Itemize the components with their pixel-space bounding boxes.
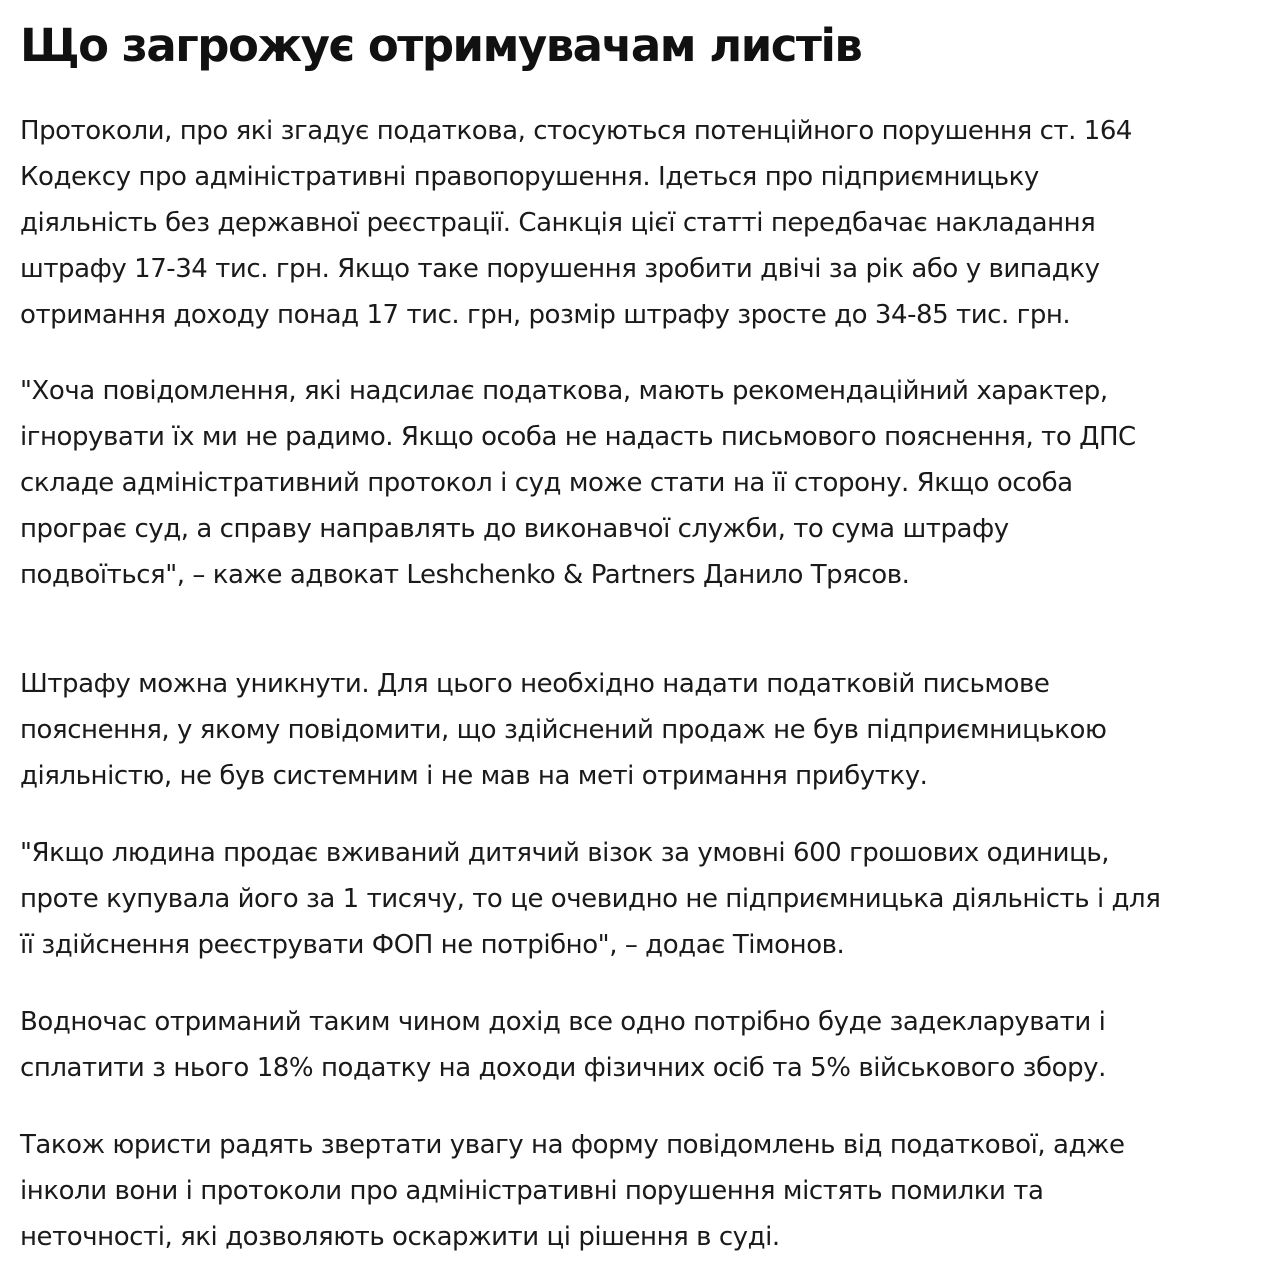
- paragraph-line: отримання доходу понад 17 тис. грн, розмір штрафу зросте до 34-85 тис. грн.: [20, 300, 1071, 330]
- paragraph-line: неточності, які дозволяють оскаржити ці рішення в суді.: [20, 1222, 780, 1252]
- paragraph-line: подвоїться", – каже адвокат Leshchenko & Partners Данило Трясов.: [20, 560, 910, 590]
- paragraph-lawyers-advice: [20, 1122, 1260, 1260]
- paragraph-lawyer-quote: [20, 368, 1260, 598]
- paragraph-line: ігнорувати їх ми не радимо. Якщо особа не надасть письмового пояснення, то ДПС: [20, 422, 1136, 452]
- paragraph-avoid-fine: [20, 661, 1260, 799]
- paragraph-stroller-quote: [20, 830, 1260, 968]
- paragraph-line: сплатити з нього 18% податку на доходи фізичних осіб та 5% військового збору.: [20, 1053, 1106, 1083]
- paragraph-line: "Якщо людина продає вживаний дитячий візок за умовні 600 грошових одиниць,: [20, 838, 1110, 868]
- paragraph-line: штрафу 17-34 тис. грн. Якщо таке порушення зробити двічі за рік або у випадку: [20, 254, 1100, 284]
- paragraph-line: її здійснення реєструвати ФОП не потрібно", – додає Тімонов.: [20, 930, 845, 960]
- paragraph-line: Кодексу про адміністративні правопорушення. Ідеться про підприємницьку: [20, 162, 1039, 192]
- paragraph-line: проте купувала його за 1 тисячу, то це очевидно не підприємницька діяльність і для: [20, 884, 1161, 914]
- paragraph-line: Водночас отриманий таким чином дохід все одно потрібно буде задекларувати і: [20, 1007, 1106, 1037]
- paragraph-penalty-protocols: [20, 108, 1260, 338]
- paragraph-line: діяльність без державної реєстрації. Санкція цієї статті передбачає накладання: [20, 208, 1096, 238]
- paragraph-line: Штрафу можна уникнути. Для цього необхідно надати податковій письмове: [20, 669, 1050, 699]
- paragraph-line: діяльністю, не був системним і не мав на меті отримання прибутку.: [20, 761, 928, 791]
- paragraph-line: інколи вони і протоколи про адміністративні порушення містять помилки та: [20, 1176, 1044, 1206]
- article-title: Що загрожує отримувачам листів: [20, 19, 862, 72]
- paragraph-line: Також юристи радять звертати увагу на форму повідомлень від податкової, адже: [20, 1130, 1125, 1160]
- paragraph-line: Протоколи, про які згадує податкова, стосуються потенційного порушення ст. 164: [20, 116, 1133, 146]
- paragraph-line: складе адміністративний протокол і суд може стати на її сторону. Якщо особа: [20, 468, 1073, 498]
- paragraph-line: програє суд, а справу направлять до виконавчої служби, то сума штрафу: [20, 514, 1009, 544]
- paragraph-line: "Хоча повідомлення, які надсилає податкова, мають рекомендаційний характер,: [20, 376, 1108, 406]
- paragraph-line: пояснення, у якому повідомити, що здійснений продаж не був підприємницькою: [20, 715, 1107, 745]
- paragraph-declare-income: [20, 999, 1260, 1091]
